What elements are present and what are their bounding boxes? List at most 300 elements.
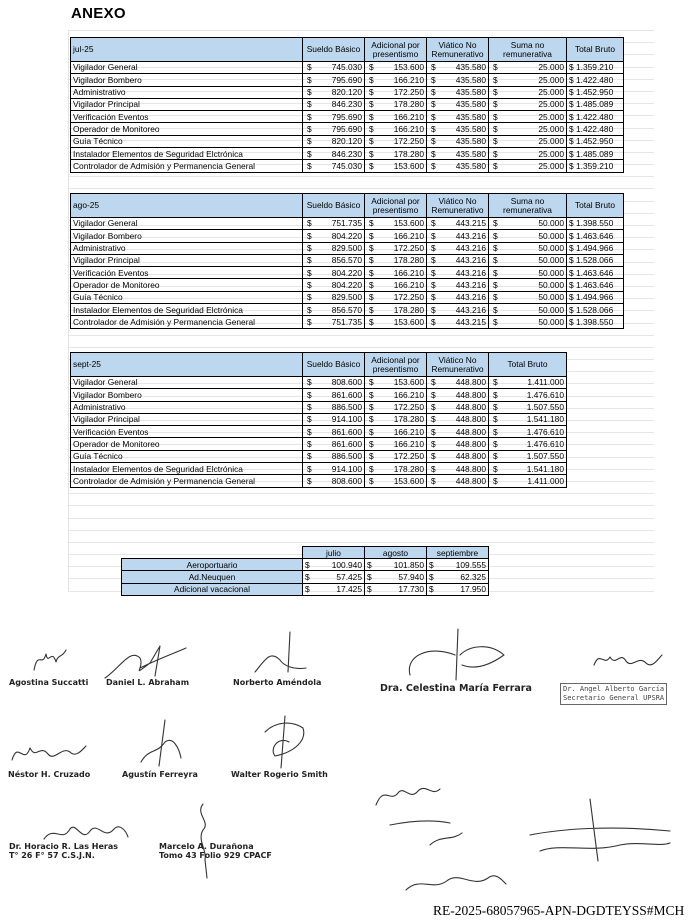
summary-value: 17.730	[398, 584, 424, 595]
suma-value: 25.000	[538, 111, 564, 122]
currency-symbol: $	[307, 451, 312, 462]
suma-cell	[489, 242, 567, 254]
presentismo-cell	[365, 389, 427, 401]
presentismo-value: 166.210	[393, 230, 424, 241]
suma-value: 50.000	[538, 243, 564, 254]
viatico-value: 435.580	[455, 123, 486, 134]
currency-symbol: $	[307, 148, 312, 159]
suma-cell	[489, 267, 567, 279]
currency-symbol: $	[369, 377, 374, 388]
currency-symbol: $	[431, 316, 436, 327]
viatico-cell	[427, 267, 489, 279]
currency-symbol: $	[431, 160, 436, 171]
presentismo-value: 178.280	[393, 99, 424, 110]
suma-value: 50.000	[538, 230, 564, 241]
currency-symbol: $	[307, 160, 312, 171]
basico-cell	[303, 74, 365, 86]
suma-value: 25.000	[538, 160, 564, 171]
summary-value-cell	[427, 559, 489, 571]
currency-symbol: $	[369, 475, 374, 486]
viatico-value: 443.215	[455, 316, 486, 327]
category-cell: Verificación Eventos	[71, 111, 303, 123]
presentismo-cell	[365, 123, 427, 135]
suma-cell	[489, 304, 567, 316]
category-cell: Controlador de Admisión y Permanencia General	[71, 160, 303, 172]
viatico-cell	[427, 62, 489, 74]
total-bruto-cell: $ 1.485.089	[567, 98, 624, 110]
basico-cell	[303, 230, 365, 242]
presentismo-value: 172.250	[393, 292, 424, 303]
summary-value: 101.850	[393, 559, 424, 570]
presentismo-cell	[365, 267, 427, 279]
total-bruto-cell: $ 1.528.066	[567, 254, 624, 266]
summary-value: 17.950	[460, 584, 486, 595]
table-row	[71, 438, 567, 450]
table-row	[71, 218, 624, 230]
summary-row	[122, 559, 489, 571]
table-header-row	[71, 353, 567, 377]
table-row	[71, 316, 624, 328]
presentismo-value: 166.210	[393, 267, 424, 278]
basico-cell	[303, 111, 365, 123]
presentismo-cell	[365, 111, 427, 123]
presentismo-cell	[365, 242, 427, 254]
summary-value-cell	[427, 583, 489, 595]
column-header: Suma no remunerativa	[489, 38, 567, 62]
currency-symbol: $	[307, 402, 312, 413]
basico-value: 795.690	[331, 111, 362, 122]
currency-symbol: $	[369, 267, 374, 278]
category-cell: Guía Técnico	[71, 135, 303, 147]
basico-value: 914.100	[331, 463, 362, 474]
viatico-value: 448.800	[455, 463, 486, 474]
currency-symbol: $	[431, 87, 436, 98]
table-row	[71, 111, 624, 123]
suma-value: 25.000	[538, 136, 564, 147]
currency-symbol: $	[369, 148, 374, 159]
presentismo-value: 153.600	[393, 160, 424, 171]
table-row	[71, 401, 567, 413]
currency-symbol: $	[493, 243, 498, 254]
viatico-cell	[427, 242, 489, 254]
signature-unnamed-3-scribble	[400, 860, 510, 900]
viatico-value: 448.800	[455, 475, 486, 486]
currency-symbol: $	[307, 218, 312, 229]
basico-cell	[303, 316, 365, 328]
currency-symbol: $	[307, 136, 312, 147]
basico-value: 804.220	[331, 279, 362, 290]
basico-cell	[303, 463, 365, 475]
viatico-value: 448.800	[455, 438, 486, 449]
currency-symbol: $	[493, 426, 498, 437]
signature-name-smith: Walter Rogerio Smith	[231, 770, 328, 779]
basico-cell	[303, 377, 365, 389]
currency-symbol: $	[367, 559, 372, 570]
total-value: 1.411.000	[527, 475, 564, 486]
viatico-value: 435.580	[455, 111, 486, 122]
currency-symbol: $	[369, 316, 374, 327]
summary-label: Adicional vacacional	[122, 583, 303, 595]
summary-value: 57.425	[336, 571, 362, 582]
presentismo-value: 153.600	[393, 218, 424, 229]
currency-symbol: $	[431, 74, 436, 85]
viatico-value: 435.580	[455, 136, 486, 147]
summary-value-cell	[303, 571, 365, 583]
salary-table-jul-25	[70, 37, 624, 173]
currency-symbol: $	[431, 402, 436, 413]
basico-value: 745.030	[331, 62, 362, 73]
total-bruto-cell: $ 1.494.966	[567, 242, 624, 254]
currency-symbol: $	[369, 438, 374, 449]
total-bruto-cell: $ 1.463.646	[567, 279, 624, 291]
currency-symbol: $	[305, 571, 310, 582]
category-cell: Vigilador Bombero	[71, 389, 303, 401]
viatico-value: 443.216	[455, 292, 486, 303]
currency-symbol: $	[369, 243, 374, 254]
viatico-value: 443.215	[455, 218, 486, 229]
currency-symbol: $	[369, 304, 374, 315]
viatico-value: 443.216	[455, 230, 486, 241]
presentismo-cell	[365, 218, 427, 230]
total-value: 1.411.000	[527, 377, 564, 388]
table-row	[71, 62, 624, 74]
total-bruto-cell: $ 1.463.646	[567, 230, 624, 242]
currency-symbol: $	[369, 426, 374, 437]
category-cell: Vigilador General	[71, 218, 303, 230]
basico-value: 846.230	[331, 99, 362, 110]
currency-symbol: $	[307, 99, 312, 110]
currency-symbol: $	[493, 136, 498, 147]
basico-cell	[303, 86, 365, 98]
grid-line	[69, 494, 654, 506]
viatico-value: 443.216	[455, 243, 486, 254]
suma-value: 25.000	[538, 87, 564, 98]
document-title: ANEXO	[71, 5, 126, 22]
presentismo-cell	[365, 316, 427, 328]
currency-symbol: $	[369, 451, 374, 462]
stamp-name-garcia: Dr. Angel Alberto García	[563, 685, 665, 693]
category-cell: Verificación Eventos	[71, 426, 303, 438]
currency-symbol: $	[493, 218, 498, 229]
viatico-cell	[427, 74, 489, 86]
viatico-cell	[427, 111, 489, 123]
total-bruto-cell: $ 1.398.550	[567, 218, 624, 230]
suma-cell	[489, 86, 567, 98]
currency-symbol: $	[493, 377, 498, 388]
category-cell: Guía Técnico	[71, 291, 303, 303]
currency-symbol: $	[431, 451, 436, 462]
currency-symbol: $	[493, 74, 498, 85]
viatico-cell	[427, 377, 489, 389]
currency-symbol: $	[369, 279, 374, 290]
suma-cell	[489, 218, 567, 230]
suma-value: 50.000	[538, 279, 564, 290]
basico-value: 745.030	[331, 160, 362, 171]
currency-symbol: $	[369, 463, 374, 474]
suma-value: 25.000	[538, 148, 564, 159]
currency-symbol: $	[429, 559, 434, 570]
category-cell: Operador de Monitoreo	[71, 123, 303, 135]
basico-value: 795.690	[331, 74, 362, 85]
presentismo-value: 178.280	[393, 304, 424, 315]
suma-cell	[489, 74, 567, 86]
currency-symbol: $	[431, 148, 436, 159]
summary-month-header: julio	[303, 547, 365, 559]
summary-value-cell	[303, 583, 365, 595]
basico-value: 861.600	[331, 389, 362, 400]
table-row	[71, 267, 624, 279]
signature-name-succatti: Agostina Succatti	[9, 678, 89, 687]
table-row	[71, 230, 624, 242]
currency-symbol: $	[493, 255, 498, 266]
viatico-value: 435.580	[455, 62, 486, 73]
viatico-cell	[427, 123, 489, 135]
table-row	[71, 291, 624, 303]
total-bruto-cell: $ 1.485.089	[567, 148, 624, 160]
currency-symbol: $	[307, 62, 312, 73]
presentismo-cell	[365, 230, 427, 242]
basico-value: 795.690	[331, 123, 362, 134]
basico-value: 886.500	[331, 402, 362, 413]
summary-label: Aeroportuario	[122, 559, 303, 571]
presentismo-cell	[365, 254, 427, 266]
category-cell: Administrativo	[71, 86, 303, 98]
category-cell: Vigilador General	[71, 62, 303, 74]
signature-ferreyra-scribble	[135, 718, 185, 773]
basico-cell	[303, 291, 365, 303]
presentismo-cell	[365, 62, 427, 74]
basico-value: 808.600	[331, 475, 362, 486]
basico-cell	[303, 475, 365, 487]
table-header-row	[71, 194, 624, 218]
basico-value: 820.120	[331, 87, 362, 98]
presentismo-value: 166.210	[393, 426, 424, 437]
viatico-value: 448.800	[455, 377, 486, 388]
signature-name-ferrara: Dra. Celestina María Ferrara	[380, 683, 532, 694]
suma-cell	[489, 123, 567, 135]
presentismo-value: 178.280	[393, 148, 424, 159]
stamp-role-garcia: Secretario General UPSRA	[563, 693, 665, 702]
signature-name-cruzado: Néstor H. Cruzado	[8, 770, 91, 779]
table-row	[71, 413, 567, 425]
summary-header-row	[122, 547, 489, 559]
table-row	[71, 463, 567, 475]
viatico-value: 435.580	[455, 99, 486, 110]
total-bruto-cell: $ 1.422.480	[567, 111, 624, 123]
category-cell: Operador de Monitoreo	[71, 438, 303, 450]
column-header: Sueldo Básico	[303, 353, 365, 377]
currency-symbol: $	[431, 475, 436, 486]
suma-value: 50.000	[538, 267, 564, 278]
basico-cell	[303, 135, 365, 147]
presentismo-cell	[365, 438, 427, 450]
presentismo-cell	[365, 450, 427, 462]
viatico-value: 435.580	[455, 160, 486, 171]
viatico-value: 443.216	[455, 279, 486, 290]
total-bruto-cell: $ 1.422.480	[567, 123, 624, 135]
category-cell: Instalador Elementos de Seguridad Elctrónica	[71, 148, 303, 160]
table-row	[71, 254, 624, 266]
total-cell	[489, 401, 567, 413]
currency-symbol: $	[369, 87, 374, 98]
total-value: 1.476.610	[526, 438, 564, 449]
presentismo-value: 172.250	[393, 451, 424, 462]
currency-symbol: $	[307, 389, 312, 400]
column-header: Adicional por presentismo	[365, 353, 427, 377]
basico-value: 804.220	[331, 267, 362, 278]
currency-symbol: $	[493, 123, 498, 134]
basico-cell	[303, 413, 365, 425]
basico-value: 886.500	[331, 451, 362, 462]
viatico-cell	[427, 426, 489, 438]
currency-symbol: $	[307, 292, 312, 303]
currency-symbol: $	[431, 414, 436, 425]
viatico-cell	[427, 86, 489, 98]
summary-value: 100.940	[331, 559, 362, 570]
currency-symbol: $	[431, 136, 436, 147]
basico-cell	[303, 450, 365, 462]
category-cell: Vigilador Principal	[71, 98, 303, 110]
suma-cell	[489, 160, 567, 172]
currency-symbol: $	[431, 389, 436, 400]
viatico-cell	[427, 291, 489, 303]
currency-symbol: $	[493, 463, 498, 474]
category-cell: Vigilador Bombero	[71, 74, 303, 86]
basico-cell	[303, 426, 365, 438]
currency-symbol: $	[305, 584, 310, 595]
table-row	[71, 135, 624, 147]
signature-name-amendola: Norberto Améndola	[233, 678, 322, 687]
suma-cell	[489, 148, 567, 160]
total-cell	[489, 426, 567, 438]
viatico-value: 448.800	[455, 402, 486, 413]
currency-symbol: $	[493, 267, 498, 278]
suma-cell	[489, 254, 567, 266]
basico-value: 829.500	[331, 243, 362, 254]
currency-symbol: $	[307, 123, 312, 134]
total-bruto-cell: $ 1.422.480	[567, 74, 624, 86]
table-row	[71, 123, 624, 135]
summary-row	[122, 571, 489, 583]
suma-value: 50.000	[538, 218, 564, 229]
currency-symbol: $	[307, 414, 312, 425]
currency-symbol: $	[431, 267, 436, 278]
viatico-cell	[427, 218, 489, 230]
presentismo-value: 153.600	[393, 62, 424, 73]
presentismo-value: 166.210	[393, 438, 424, 449]
currency-symbol: $	[493, 111, 498, 122]
period-header: ago-25	[71, 194, 303, 218]
viatico-cell	[427, 450, 489, 462]
category-cell: Administrativo	[71, 242, 303, 254]
grid-line	[69, 519, 654, 531]
suma-cell	[489, 62, 567, 74]
table-row	[71, 148, 624, 160]
presentismo-cell	[365, 135, 427, 147]
suma-value: 25.000	[538, 123, 564, 134]
table-row	[71, 377, 567, 389]
presentismo-cell	[365, 291, 427, 303]
viatico-cell	[427, 254, 489, 266]
total-cell	[489, 413, 567, 425]
currency-symbol: $	[369, 160, 374, 171]
total-bruto-cell: $ 1.528.066	[567, 304, 624, 316]
signature-name-duranona: Marcelo A. Durañona	[159, 842, 254, 851]
summary-corner	[122, 547, 303, 559]
currency-symbol: $	[493, 304, 498, 315]
category-cell: Guía Técnico	[71, 450, 303, 462]
currency-symbol: $	[369, 402, 374, 413]
viatico-value: 443.216	[455, 304, 486, 315]
signature-heras	[9, 842, 118, 860]
signature-tomo-duranona: Tomo 43 Folio 929 CPACF	[159, 851, 272, 860]
document-reference: RE-2025-68057965-APN-DGDTEYSS#MCH	[433, 903, 685, 918]
currency-symbol: $	[307, 316, 312, 327]
presentismo-cell	[365, 413, 427, 425]
viatico-cell	[427, 316, 489, 328]
presentismo-cell	[365, 74, 427, 86]
signature-name-abraham: Daniel L. Abraham	[106, 678, 190, 687]
total-bruto-cell: $ 1.452.950	[567, 135, 624, 147]
basico-cell	[303, 160, 365, 172]
salary-table-ago-25	[70, 193, 624, 329]
currency-symbol: $	[307, 304, 312, 315]
category-cell: Verificación Eventos	[71, 267, 303, 279]
currency-symbol: $	[307, 111, 312, 122]
total-bruto-cell: $ 1.452.950	[567, 86, 624, 98]
total-value: 1.476.610	[526, 426, 564, 437]
viatico-cell	[427, 230, 489, 242]
column-header: Viático No Remunerativo	[427, 194, 489, 218]
currency-symbol: $	[431, 377, 436, 388]
category-cell: Controlador de Admisión y Permanencia General	[71, 316, 303, 328]
basico-cell	[303, 438, 365, 450]
grid-line	[69, 177, 654, 189]
currency-symbol: $	[431, 218, 436, 229]
viatico-cell	[427, 304, 489, 316]
summary-value: 17.425	[336, 584, 362, 595]
currency-symbol: $	[369, 99, 374, 110]
currency-symbol: $	[493, 99, 498, 110]
currency-symbol: $	[493, 160, 498, 171]
basico-value: 808.600	[331, 377, 362, 388]
currency-symbol: $	[431, 99, 436, 110]
basico-value: 856.570	[331, 304, 362, 315]
currency-symbol: $	[369, 62, 374, 73]
suma-cell	[489, 316, 567, 328]
presentismo-value: 172.250	[393, 243, 424, 254]
presentismo-cell	[365, 86, 427, 98]
currency-symbol: $	[307, 377, 312, 388]
table-row	[71, 389, 567, 401]
total-bruto-cell: $ 1.398.550	[567, 316, 624, 328]
currency-symbol: $	[493, 316, 498, 327]
suma-cell	[489, 98, 567, 110]
signature-amendola-scribble	[250, 630, 310, 680]
viatico-cell	[427, 463, 489, 475]
viatico-cell	[427, 438, 489, 450]
currency-symbol: $	[429, 584, 434, 595]
table-row	[71, 450, 567, 462]
category-cell: Vigilador Bombero	[71, 230, 303, 242]
total-cell	[489, 450, 567, 462]
currency-symbol: $	[431, 438, 436, 449]
table-header-row	[71, 38, 624, 62]
table-row	[71, 304, 624, 316]
signature-succatti-scribble	[30, 640, 70, 680]
basico-cell	[303, 123, 365, 135]
column-header: Sueldo Básico	[303, 194, 365, 218]
